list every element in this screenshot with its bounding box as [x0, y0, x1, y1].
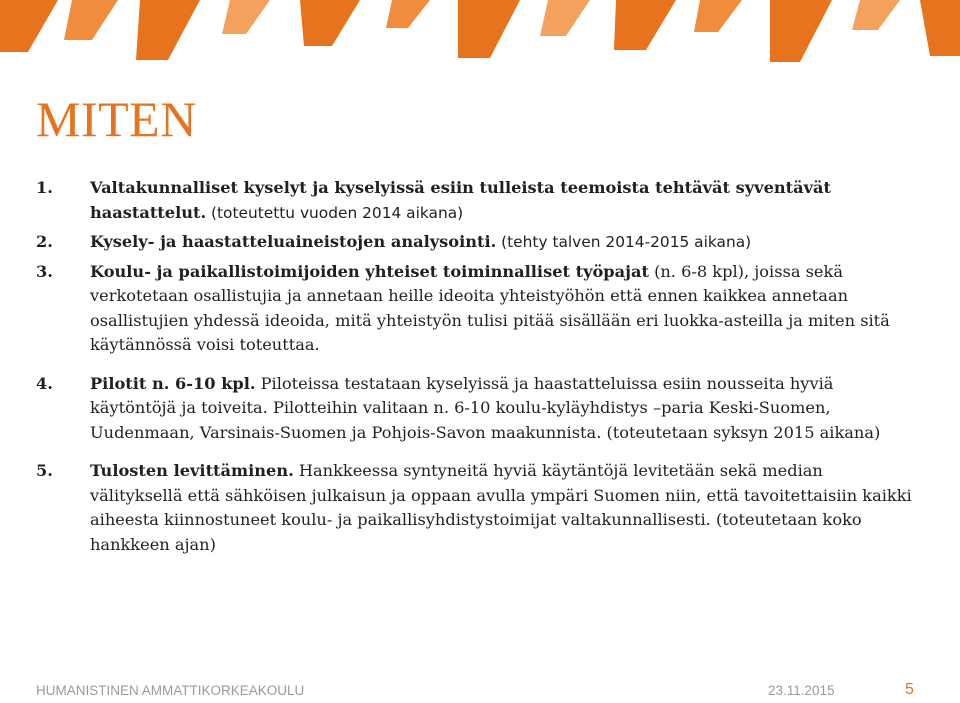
item-heading: Tulosten levittäminen.	[90, 461, 294, 480]
list-item	[36, 372, 916, 446]
item-number: 2.	[36, 232, 53, 251]
content-list	[36, 176, 916, 562]
item-number: 1.	[36, 178, 53, 197]
item-number: 4.	[36, 373, 53, 393]
item-text: (tehty talven 2014-2015 aikana)	[496, 233, 752, 251]
item-text: (n. 6-8 kpl), joissa sekä verkotetaan osallistujia ja annetaan heille ideoita yhteistyöhön että ennen kaikkea annetaan osallistujien yhdessä ideoida, mitä yhteistyön tulisi pitää sisällään eri luokka-asteilla ja miten sitä käytännössä voisi toteuttaa.	[90, 261, 890, 354]
item-text: Hankkeessa syntyneitä hyviä käytäntöjä levitetään sekä median välityksellä että sähköisen julkaisun ja oppaan avulla ympäri Suomen niin, että tavoitettaisiin kaikki aiheesta kiinnostuneet koulu- ja paikallisyhdistystoimijat valtakunnallisesti. (toteutetaan koko hankkeen ajan)	[90, 461, 912, 554]
item-heading: Valtakunnalliset kyselyt ja kyselyissä esiin tulleista teemoista tehtävät syventävät haastattelut.	[90, 178, 831, 222]
item-number: 5.	[36, 461, 53, 480]
item-heading: Kysely- ja haastatteluaineistojen analysointi.	[90, 232, 497, 251]
slide-title: MITEN	[36, 91, 197, 147]
footer-date: 23.11.2015	[768, 683, 835, 698]
item-text: (toteutettu vuoden 2014 aikana)	[206, 203, 464, 222]
item-heading: Pilotit n. 6-10 kpl.	[90, 373, 256, 393]
list-item	[36, 230, 916, 255]
list-item	[36, 260, 916, 358]
page-number: 5	[905, 681, 914, 698]
item-heading: Koulu- ja paikallistoimijoiden yhteiset toiminnalliset työpajat	[90, 261, 649, 281]
list-item	[36, 459, 916, 557]
item-text: Piloteissa testataan kyselyissä ja haastatteluissa esiin nousseita hyviä käytöntöjä ja toiveita. Pilotteihin valitaan n. 6-10 koulu-kyläyhdistys –paria Keski-Suomen, Uudenmaan, Varsinais-Suomen ja Pohjois-Savon maakunnista. (toteutetaan syksyn 2015 aikana)	[90, 373, 881, 442]
decorative-header-stripes	[0, 0, 960, 90]
list-item	[36, 176, 916, 225]
item-number: 3.	[36, 261, 53, 281]
footer-organization: HUMANISTINEN AMMATTIKORKEAKOULU	[36, 683, 305, 698]
